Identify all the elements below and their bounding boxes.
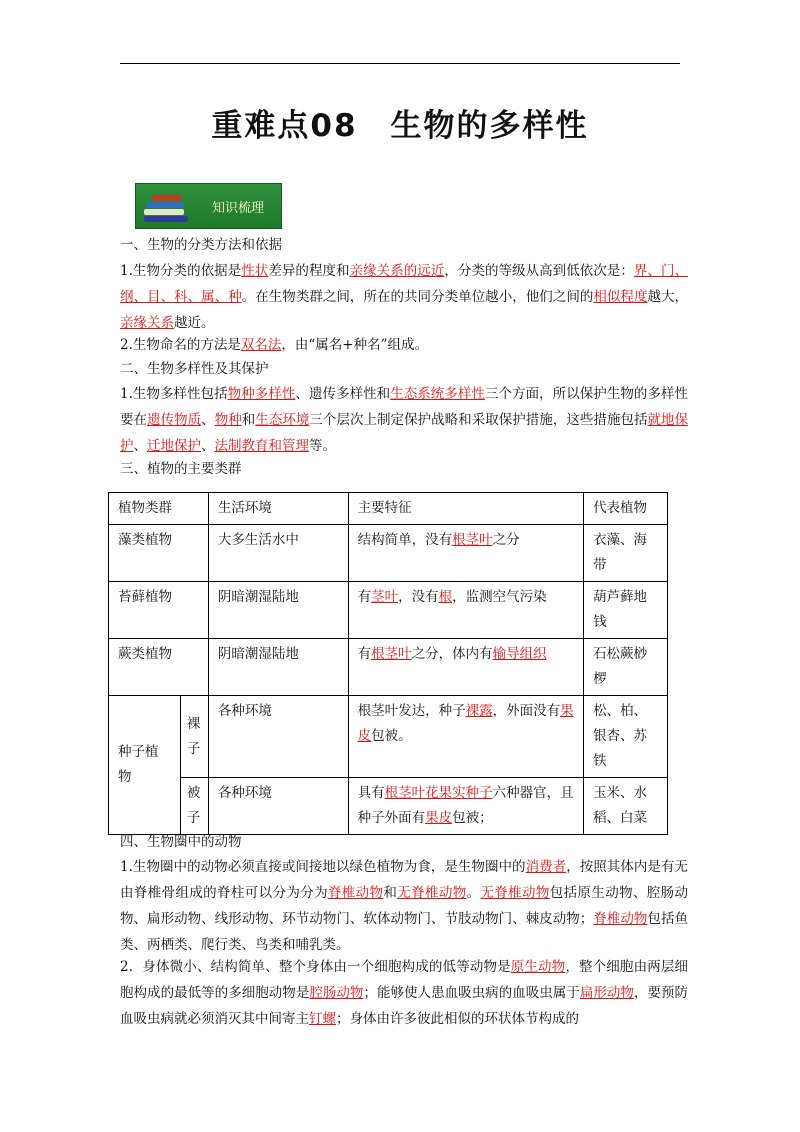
text-run: 三个层次上制定保护战略和采取保护措施，这些措施包括 xyxy=(309,412,648,428)
text-run: ，按照其体内是有无由脊椎骨组成的脊柱可以分为分为 xyxy=(120,859,689,901)
representative-cell: 石松蕨桫椤 xyxy=(584,639,668,696)
header-cell: 生活环境 xyxy=(208,493,348,525)
banner-label: 知识梳理 xyxy=(212,201,265,216)
table-row xyxy=(109,778,668,835)
keyword-answer: 根茎叶 xyxy=(452,532,493,548)
text-run: ，整个细胞由两层细胞构成的最低等的多细胞动物是 xyxy=(120,959,688,1001)
keyword-answer: 迁地保护 xyxy=(147,438,201,454)
text-run: 具有 xyxy=(357,785,385,801)
keyword-answer: 遗传物质 xyxy=(147,412,202,428)
group-cell: 苔藓植物 xyxy=(109,582,209,639)
keyword-answer: 脊椎动物 xyxy=(327,885,384,901)
text-run: 三个方面，所以保护生物的多样性要在 xyxy=(120,386,689,428)
section-4-paragraph-2 xyxy=(120,954,688,1032)
keyword-answer: 相似程度 xyxy=(593,289,648,305)
group-cell: 蕨类植物 xyxy=(109,639,209,696)
keyword-answer: 裸露 xyxy=(465,703,493,719)
keyword-answer: 脊椎动物 xyxy=(593,911,648,927)
keyword-answer: 法制教育和管理 xyxy=(214,438,309,454)
page-title: 重难点08 生物的多样性 xyxy=(211,108,589,144)
table-row xyxy=(109,582,668,639)
keyword-answer: 原生动物 xyxy=(510,959,566,975)
keyword-answer: 果皮 xyxy=(425,810,453,826)
keyword-answer: 物种 xyxy=(214,412,242,428)
header-cell: 主要特征 xyxy=(348,493,583,525)
section-1-paragraph-2 xyxy=(120,332,688,358)
feature-cell xyxy=(348,525,583,582)
text-run: ，监测空气污染 xyxy=(452,589,547,605)
env-cell: 各种环境 xyxy=(208,778,348,835)
keyword-answer: 生态系统多样性 xyxy=(390,386,485,402)
text-run: 、遗传多样性和 xyxy=(295,386,391,402)
section-2-heading: 二、生物多样性及其保护 xyxy=(120,361,269,377)
plant-groups-table xyxy=(108,492,668,835)
representative-cell: 玉米、水稻、白菜 xyxy=(584,778,668,835)
keyword-answer: 钉螺 xyxy=(309,1011,336,1027)
group-cell: 种子植物 xyxy=(109,696,181,835)
table-row xyxy=(109,525,668,582)
table-row xyxy=(109,639,668,696)
group-cell: 藻类植物 xyxy=(109,525,209,582)
keyword-answer: 扁形动物 xyxy=(579,985,634,1001)
section-4-paragraph-1 xyxy=(120,854,688,958)
text-run: 等。 xyxy=(309,438,336,454)
subgroup-cell: 被子 xyxy=(180,778,208,835)
keyword-answer: 就地保护 xyxy=(120,412,689,454)
keyword-answer: 腔肠动物 xyxy=(309,985,364,1001)
text-run: 和 xyxy=(241,412,256,428)
text-run: 结构简单，没有 xyxy=(357,532,453,548)
section-1-heading: 一、生物的分类方法和依据 xyxy=(120,237,282,253)
feature-cell xyxy=(348,696,583,778)
text-run: 、 xyxy=(201,438,215,454)
text-run: 有 xyxy=(357,589,372,605)
top-rule xyxy=(120,63,680,64)
keyword-answer: 输导组织 xyxy=(492,646,547,662)
text-run: 有 xyxy=(357,646,372,662)
section-3-heading: 三、植物的主要类群 xyxy=(120,461,242,477)
keyword-answer: 双名法 xyxy=(240,337,282,353)
section-2-paragraph-1 xyxy=(120,381,688,459)
keyword-answer: 生态环境 xyxy=(255,412,310,428)
subgroup-cell: 裸子 xyxy=(180,696,208,778)
text-run: ，外面没有 xyxy=(492,703,561,719)
text-run: 越大， xyxy=(647,289,689,305)
keyword-answer: 亲缘关系 xyxy=(120,315,174,331)
text-run: 差异的程度和 xyxy=(268,263,350,279)
keyword-answer: 无脊椎动物 xyxy=(480,885,550,901)
keyword-answer: 根茎叶 xyxy=(371,646,412,662)
text-run: 1.生物圈中的动物必须直接或间接地以绿色植物为食，是生物圈中的 xyxy=(120,859,526,875)
text-run: ；能够使人患血吸虫病的血吸虫属于 xyxy=(363,985,580,1001)
text-run: ，由“属名+种名”组成。 xyxy=(281,337,429,353)
text-run: 。在生物类群之间，所在的共同分类单位越小，他们之间的 xyxy=(241,289,594,305)
header-cell: 代表植物 xyxy=(584,493,668,525)
env-cell: 各种环境 xyxy=(208,696,348,778)
text-run: 包被； xyxy=(452,810,493,826)
section-4-heading: 四、生物圈中的动物 xyxy=(120,834,242,850)
section-1-paragraph-1 xyxy=(120,258,688,336)
feature-cell xyxy=(348,639,583,696)
header-cell: 植物类群 xyxy=(109,493,209,525)
keyword-answer: 物种多样性 xyxy=(227,386,296,402)
table-header-row xyxy=(109,493,668,525)
env-cell: 大多生活水中 xyxy=(208,525,348,582)
representative-cell: 松、柏、银杏、苏铁 xyxy=(584,696,668,778)
text-run: 六种器官，且种子外面有 xyxy=(357,785,574,826)
text-run: 1.生物分类的依据是 xyxy=(120,263,242,279)
text-run: 和 xyxy=(383,885,398,901)
text-run: 之分，体内有 xyxy=(411,646,493,662)
feature-cell xyxy=(348,778,583,835)
env-cell: 阴暗潮湿陆地 xyxy=(208,582,348,639)
text-run: 包括原生动物、腔肠动物、扁形动物、线形动物、环节动物门、软体动物门、节肢动物门、棘皮动物； xyxy=(120,885,689,927)
text-run: 之分 xyxy=(492,532,520,548)
text-run: ；身体由许多彼此相似的环状体节构成的 xyxy=(336,1011,579,1027)
books-icon xyxy=(144,193,188,221)
representative-cell: 葫芦藓地钱 xyxy=(584,582,668,639)
text-run: 越近。 xyxy=(174,315,215,331)
text-run: 。 xyxy=(466,885,481,901)
keyword-answer: 亲缘关系的远近 xyxy=(349,263,445,279)
text-run: 包括鱼类、两栖类、爬行类、鸟类和哺乳类。 xyxy=(120,911,689,953)
env-cell: 阴暗潮湿陆地 xyxy=(208,639,348,696)
table-row xyxy=(109,696,668,778)
representative-cell: 衣藻、海带 xyxy=(584,525,668,582)
feature-cell xyxy=(348,582,583,639)
text-run: ，要预防血吸虫病就必须消灭其中间寄主 xyxy=(120,985,689,1027)
keyword-answer: 根茎叶花果实种子 xyxy=(384,785,493,801)
keyword-answer: 茎叶 xyxy=(371,589,399,605)
text-run: 、 xyxy=(133,438,147,454)
knowledge-banner xyxy=(135,183,282,229)
text-run: 2．身体微小、结构简单、整个身体由一个细胞构成的低等动物是 xyxy=(120,959,511,975)
text-run: 1.生物多样性包括 xyxy=(120,386,228,402)
keyword-answer: 果皮 xyxy=(357,703,574,744)
keyword-answer: 消费者 xyxy=(525,859,567,875)
text-run: ，分类的等级从高到低依次是： xyxy=(444,263,634,279)
text-run: 包被。 xyxy=(371,728,412,744)
text-run: 2.生物命名的方法是 xyxy=(120,337,241,353)
text-run: 、 xyxy=(201,412,215,428)
keyword-answer: 界、门、纲、目、科、属、种 xyxy=(120,263,689,305)
keyword-answer: 根 xyxy=(438,589,453,605)
keyword-answer: 性状 xyxy=(241,263,269,279)
text-run: ，没有 xyxy=(398,589,439,605)
keyword-answer: 无脊椎动物 xyxy=(397,885,467,901)
text-run: 根茎叶发达，种子 xyxy=(357,703,466,719)
